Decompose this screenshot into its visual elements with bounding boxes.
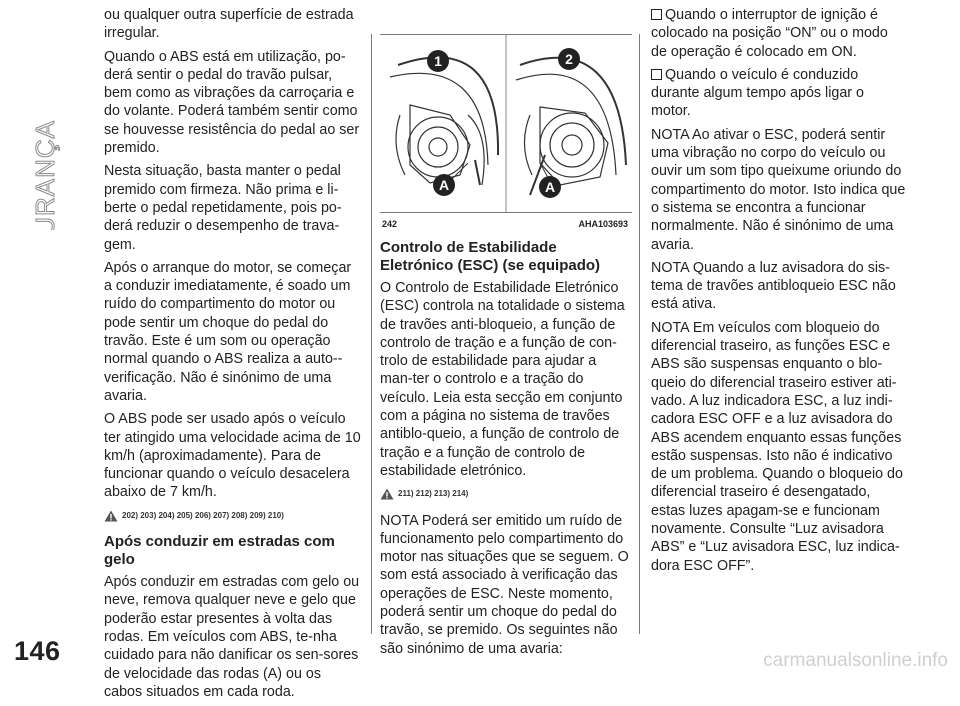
figure-bottom-rule — [380, 212, 632, 213]
callout-1-label: 1 — [434, 53, 442, 69]
column-divider-2 — [639, 34, 640, 634]
paragraph: Após conduzir em estradas com gelo ou neve, remova qualquer neve e gelo que poderão estar presentes à volta das rodas. Em veículos com ABS, te-nha cuidado para não danificar os sen-sores de velocidade das rodas (A) ou os cabos situados em cada roda. — [104, 574, 360, 700]
paragraph: Quando o ABS está em utilização, po-derá sentir o pedal do travão pulsar, bem como as vibrações da carroçaria e do volante. Poderá também sentir como se houvesse resistência do pedal ao ser premido. — [104, 48, 360, 157]
callout-a-right-label: A — [544, 179, 556, 195]
column-2 — [380, 6, 632, 663]
warning-refs-text: 202) 203) 204) 205) 206) 207) 208) 209) 210) — [122, 510, 284, 520]
warning-triangle-icon — [380, 488, 394, 500]
callout-a-left-label: A — [438, 177, 450, 193]
paragraph: NOTA Em veículos com bloqueio do diferencial traseiro, as funções ESC e ABS são suspensas enquanto o blo-queio do diferencial traseiro estiver ati-vado. A luz indicadora ESC, a luz indi-cadora ESC OFF e a luz avisadora do ABS acendem enquanto essas funções estão suspensas. Isto não é indicativo de um problema. Quando o bloqueio do diferencial traseiro é desengatado, estas luzes apagam-se e funcionam novamente. Consulte “Luz avisadora ABS” e “Luz avisadora ESC, luz indica-dora ESC OFF”. — [651, 319, 903, 574]
bullet-item — [651, 6, 907, 61]
paragraph: NOTA Ao ativar o ESC, poderá sentir uma vibração no corpo do veículo ou ouvir um som tipo queixume oriundo do compartimento do motor. Isto indica que o sistema se encontra a funcionar normalmente. Não é sinónimo de uma avaria. — [651, 126, 906, 253]
paragraph: ou qualquer outra superfície de estrada irregular. — [104, 7, 354, 42]
paragraph: NOTA Quando a luz avisadora do sis-tema de travões antibloqueio ESC não está ativa. — [651, 259, 896, 313]
bullet-item — [651, 66, 907, 121]
column-3 — [651, 6, 907, 580]
callout-2-label: 2 — [565, 51, 573, 67]
figure-242 — [380, 34, 632, 233]
warning-triangle-icon — [104, 510, 118, 522]
section-title-svg — [0, 0, 78, 230]
page-number: 146 — [14, 636, 61, 666]
section-title — [0, 0, 78, 230]
footer-watermark: carmanualsonline.info — [763, 650, 948, 671]
wheel-sensor-illustration — [380, 35, 632, 213]
checkbox-bullet-icon — [651, 69, 662, 80]
paragraph: Após o arranque do motor, se começar a conduzir imediatamente, é soado um ruído do compartimento do motor ou pode sentir um choque do pedal do travão. Este é um som ou operação normal quando o ABS realiza a auto--verificação. Não é sinónimo de uma avaria. — [104, 259, 352, 404]
warning-refs — [380, 485, 632, 503]
section-title-text: SEGURANÇA — [30, 120, 60, 230]
checkbox-bullet-icon — [651, 9, 662, 20]
section-heading: Após conduzir em estradas com gelo — [104, 533, 335, 569]
section-heading: Controlo de Estabilidade Eletrónico (ESC) (se equipado) — [380, 239, 601, 274]
warning-refs-text: 211) 212) 213) 214) — [398, 489, 469, 499]
warning-refs — [104, 507, 362, 525]
paragraph: Nesta situação, basta manter o pedal premido com firmeza. Não prima e li-berte o pedal repetidamente, pois po-derá reduzir o desempenho de trava-gem. — [104, 163, 342, 253]
paragraph: NOTA Poderá ser emitido um ruído de funcionamento pelo compartimento do motor nas situações que se seguem. O som está associado à verificação das operações de ESC. Neste momento, poderá sentir um choque do pedal do travão, se premido. Os seguintes não são sinónimo de uma avaria: — [380, 512, 629, 657]
paragraph: O ABS pode ser usado após o veículo ter atingido uma velocidade acima de 10 km/h (aproximadamente). Para de funcionar quando o veículo desacelera abaixo de 7 km/h. — [104, 411, 361, 501]
bullet-text: Quando o interruptor de ignição é colocado na posição “ON” ou o modo de operação é colocado em ON. — [651, 7, 888, 60]
column-1 — [104, 6, 362, 706]
figure-number: 242 — [382, 219, 398, 229]
bullet-text: Quando o veículo é conduzido durante algum tempo após ligar o motor. — [651, 66, 864, 120]
figure-code: AHA103693 — [578, 219, 628, 229]
paragraph: O Controlo de Estabilidade Eletrónico (ESC) controla na totalidade o sistema de travões anti-bloqueio, a função de controlo de tração e a função de con-trolo de estabilidade para ajudar a man-ter o controlo e a tração do veículo. Leia esta secção em conjunto com a página no sistema de travões antiblo-queio, a função de controlo de tração e a função de controlo de estabilidade eletrónico. — [380, 280, 625, 479]
column-divider-1 — [371, 34, 372, 634]
